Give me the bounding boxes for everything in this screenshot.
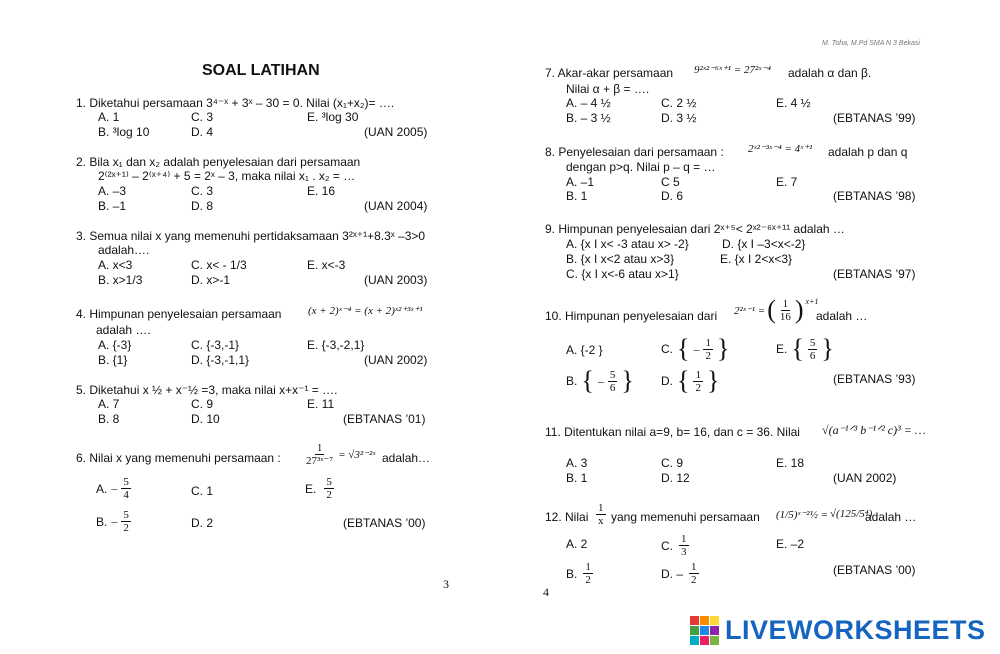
q4-equation: (x + 2)ˣ⁻⁴ = (x + 2)ˣ²⁺³ˣ⁺¹ [308,305,423,317]
q1-option-b: B. ³log 10 [98,125,150,139]
q6-eq-rhs: = √3²⁻²ˣ [338,449,376,461]
q11-option-a: A. 3 [566,456,588,470]
q12-option-e: E. –2 [776,537,805,551]
q4-text: 4. Himpunan penyelesaian persamaan [76,307,282,321]
q2-text: 2. Bila x₁ dan x₂ adalah penyelesaian dari persamaan [76,155,361,169]
page-number-left: 3 [443,577,449,591]
header-note: M. Toha, M.Pd SMA N 3 Bekasi [822,40,920,47]
q12-x-fraction: $\frac{1}{x}$ [598,502,604,527]
q5-option-d: D. 10 [191,412,220,426]
q1-option-d: D. 4 [191,125,214,139]
q9-option-d: D. {x I –3<x<-2} [722,237,806,251]
q6-text: 6. Nilai x yang memenuhi persamaan : [76,451,281,465]
q12-eq-lhs: (1/5)ˣ⁻²½ = [776,509,829,521]
q7-text2: adalah α dan β. [788,66,872,80]
q3-text2: adalah…. [98,243,150,257]
q9-text: 9. Himpunan penyelesaian dari 2ˣ⁺⁵< 2ˣ²⁻⁶ˣ⁺¹¹ adalah … [545,222,845,236]
q6-option-b: B. – $\frac{5}{2}$ [96,509,129,534]
q6-option-e: E. $\frac{5}{2}$ [305,476,332,501]
q1-option-a: A. 1 [98,110,120,124]
q7-text3: Nilai α + β = …. [566,82,650,96]
q11-option-b: B. 1 [566,471,588,485]
q3-option-b: B. x>1/3 [98,273,143,287]
q3-option-e: E. x<-3 [307,258,346,272]
q4-option-c: C. {-3,-1} [191,338,240,352]
q8-equation: 2ˣ²⁻³ˣ⁻⁴ = 4ˣ⁺¹ [748,143,813,155]
q8-text: 8. Penyelesaian dari persamaan : [545,145,724,159]
q7-text: 7. Akar-akar persamaan [545,66,674,80]
q12-option-d: D. – $\frac{1}{2}$ [661,561,697,586]
q7-option-b: B. – 3 ½ [566,111,611,125]
q11-equation: √(a⁻¹ᐟ³ b⁻¹ᐟ² c)³ = … [822,423,926,437]
q9-option-a: A. {x I x< -3 atau x> -2} [566,237,689,251]
q4-option-b: B. {1} [98,353,128,367]
q12-source: (EBTANAS ’00) [833,563,916,577]
q11-source: (UAN 2002) [833,471,897,485]
q6-source: (EBTANAS ’00) [343,516,426,530]
q10-option-a: A. {-2 } [566,343,603,357]
q5-source: (EBTANAS ’01) [343,412,426,426]
q10-option-b: B. { – $\frac{5}{6}$ } [566,366,634,395]
q1-text: 1. Diketahui persamaan 3⁴⁻ˣ + 3ˣ – 30 = 0. Nilai (x₁+x₂)= …. [76,96,395,110]
q8-option-e: E. 7 [776,175,798,189]
q8-option-d: D. 6 [661,189,684,203]
q5-option-e: E. 11 [307,397,335,411]
q6-option-c: C. 1 [191,484,214,498]
logo-grid-icon [690,616,719,645]
q7-option-c: C. 2 ½ [661,96,697,110]
q4-option-e: E. {-3,-2,1} [307,338,365,352]
q10-option-e: E. { $\frac{5}{6}$ } [776,334,834,363]
q2-option-a: A. –3 [98,184,127,198]
q7-source: (EBTANAS ’99) [833,111,916,125]
q6-eq-denominator: 27³ˣ⁻⁷ [306,455,334,467]
q1-option-e: E. ³log 30 [307,110,359,124]
q3-option-a: A. x<3 [98,258,133,272]
q5-option-a: A. 7 [98,397,120,411]
q6-option-a: A. – $\frac{5}{4}$ [96,476,129,501]
q6-option-d: D. 2 [191,516,214,530]
q7-option-a: A. – 4 ½ [566,96,611,110]
q3-text: 3. Semua nilai x yang memenuhi pertidaksamaan 3²ˣ⁺¹+8.3ˣ –3>0 [76,229,426,243]
q4-source: (UAN 2002) [364,353,428,367]
liveworksheets-logo[interactable] [690,615,986,645]
q1-source: (UAN 2005) [364,125,428,139]
q12-text2: yang memenuhi persamaan [611,510,760,524]
q11-text: 11. Ditentukan nilai a=9, b= 16, dan c = 36. Nilai [545,425,800,439]
q3-option-c: C. x< - 1/3 [191,258,247,272]
q11-option-e: E. 18 [776,456,805,470]
q11-option-d: D. 12 [661,471,690,485]
q3-source: (UAN 2003) [364,273,428,287]
q12-text3: adalah … [865,510,917,524]
page-number-right: 4 [543,585,549,599]
q9-option-b: B. {x I x<2 atau x>3} [566,252,675,266]
q4-text2: adalah …. [96,323,151,337]
q7-option-e: E. 4 ½ [776,96,811,110]
q5-option-b: B. 8 [98,412,120,426]
q2-option-b: B. –1 [98,199,127,213]
page-title: SOAL LATIHAN [202,62,320,79]
q12-eq-rhs: √(125/5⁴) [830,508,873,520]
q8-option-a: A. –1 [566,175,595,189]
q3-option-d: D. x>-1 [191,273,231,287]
q8-text2: adalah p dan q [828,145,908,159]
q2-source: (UAN 2004) [364,199,428,213]
q12-option-b: B. $\frac{1}{2}$ [566,561,591,586]
q10-text2: adalah … [816,309,868,323]
q10-option-c: C. { – $\frac{1}{2}$ } [661,334,730,363]
q10-equation: 2²ˣ⁻¹ = ( $\frac{1}{16}$ ) x+1 [734,295,819,324]
q2-option-d: D. 8 [191,199,214,213]
q8-text3: dengan p>q. Nilai p – q = … [566,160,716,174]
q10-source: (EBTANAS ’93) [833,372,916,386]
q4-option-d: D. {-3,-1,1} [191,353,250,367]
q4-option-a: A. {-3} [98,338,132,352]
q1-option-c: C. 3 [191,110,214,124]
q9-source: (EBTANAS ’97) [833,267,916,281]
q2-text2: 2⁽²ˣ⁺¹⁾ – 2⁽ˣ⁺⁴⁾ + 5 = 2ˣ – 3, maka nilai x₁ . x₂ = … [98,169,356,183]
q9-option-e: E. {x I 2<x<3} [720,252,793,266]
q12-option-a: A. 2 [566,537,588,551]
q2-option-c: C. 3 [191,184,214,198]
q10-option-d: D. { $\frac{1}{2}$ } [661,366,720,395]
logo-text: LIVEWORKSHEETS [725,614,986,645]
q12-text: 12. Nilai [545,510,589,524]
q8-source: (EBTANAS ’98) [833,189,916,203]
q12-option-c: C. $\frac{1}{3}$ [661,533,687,558]
q10-text: 10. Himpunan penyelesaian dari [545,309,718,323]
q5-text: 5. Diketahui x ½ + x⁻½ =3, maka nilai x+x⁻¹ = …. [76,383,338,397]
q6-eq-numerator: 1 [316,442,323,454]
q11-option-c: C. 9 [661,456,684,470]
q9-option-c: C. {x I x<-6 atau x>1} [566,267,679,281]
q2-option-e: E. 16 [307,184,336,198]
q8-option-b: B. 1 [566,189,588,203]
q7-option-d: D. 3 ½ [661,111,697,125]
q8-option-c: C 5 [661,175,680,189]
q5-option-c: C. 9 [191,397,214,411]
q7-equation: 9²ˣ²⁻⁶ˣ⁺¹ = 27²ˣ⁻⁴ [694,64,771,76]
q6-equation [304,442,375,467]
q6-text2: adalah… [382,451,431,465]
